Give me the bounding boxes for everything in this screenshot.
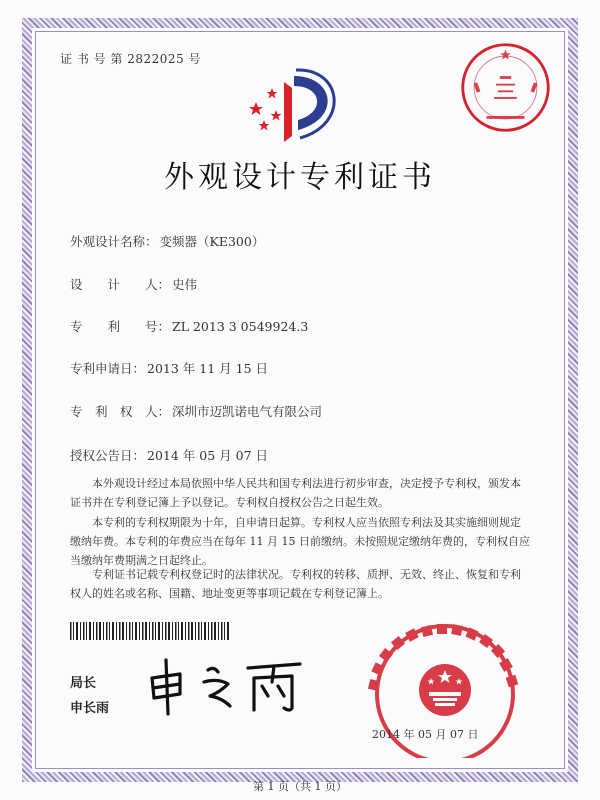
- field-label: 专 利 号：: [70, 319, 171, 334]
- field-label: 专利申请日：: [70, 361, 146, 376]
- field-grant-date: [70, 446, 268, 464]
- field-application-date: [70, 359, 268, 377]
- field-label: 设 计 人：: [70, 277, 171, 292]
- certificate-number: 证 书 号 第 2822025 号: [60, 52, 202, 66]
- field-patentee: [70, 402, 322, 420]
- barcode-icon: [70, 622, 230, 640]
- field-value: 深圳市迈凯诺电气有限公司: [172, 404, 323, 419]
- field-value: 史伟: [172, 277, 198, 292]
- paragraph-register: 专利证书记载专利权登记时的法律状况。专利权的转移、质押、无效、终止、恢复和专利权人的姓名或名称、国籍、地址变更等事项记载在专利登记簿上。: [70, 568, 521, 600]
- field-value: ZL 2013 3 0549924.3: [172, 319, 309, 334]
- agency-seal-icon: [458, 40, 553, 135]
- cnipa-logo-icon: [238, 62, 348, 152]
- field-label: 外观设计名称：: [70, 234, 158, 249]
- field-value: 变频器（KE300）: [159, 234, 265, 249]
- page-footer: 第 1 页（共 1 页）: [253, 780, 347, 793]
- certificate-title: 外观设计专利证书: [164, 160, 436, 195]
- field-patent-number: [70, 317, 308, 335]
- field-value: 2013 年 11 月 15 日: [147, 361, 269, 376]
- director-title-label: 局长: [70, 676, 97, 691]
- paragraph-grant: 本外观设计经过本局依照中华人民共和国专利法进行初步审查，决定授予专利权，颁发本证书并在专利登记簿上予以登记。专利权自授权公告之日起生效。: [70, 477, 521, 509]
- field-designer: [70, 275, 197, 293]
- field-value: 2014 年 05 月 07 日: [147, 448, 269, 463]
- field-design-name: [70, 232, 264, 250]
- handwritten-signature-icon: [140, 648, 310, 718]
- seal-date: 2014 年 05 月 07 日: [372, 728, 479, 741]
- field-label: 授权公告日：: [70, 448, 146, 463]
- field-label: 专 利 权 人：: [70, 404, 171, 419]
- director-name-label: 申长雨: [70, 701, 110, 716]
- paragraph-term: 本专利的专利权期限为十年，自申请日起算。专利权人应当依照专利法及其实施细则规定缴纳年费。本专利的年费应当在每年 11 月 15 日前缴纳。未按照规定缴纳年费的，专利权自应当缴纳年费期满之日起终止。: [70, 516, 530, 567]
